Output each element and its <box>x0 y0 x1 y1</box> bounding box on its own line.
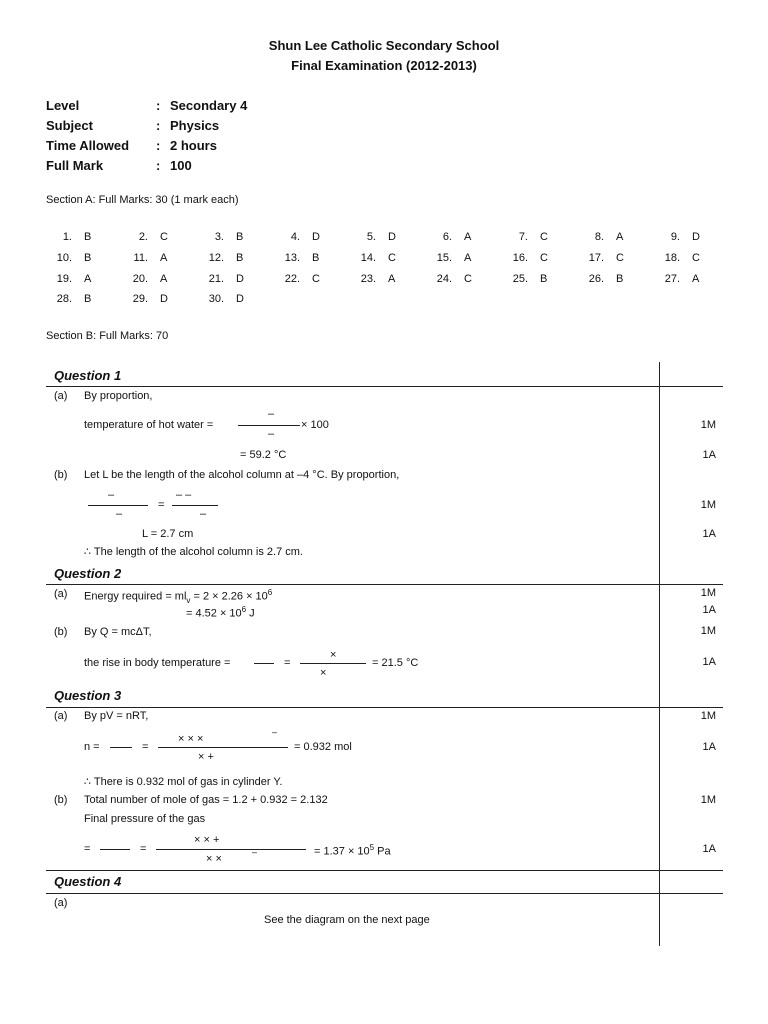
fraction-bar <box>110 747 132 748</box>
mcq-answer: B <box>540 273 548 285</box>
math-symbol: – <box>116 508 123 520</box>
info-sep: : <box>156 158 161 173</box>
section-a-heading: Section A: Full Marks: 30 (1 mark each) <box>46 194 239 206</box>
mcq-answer: C <box>540 252 548 264</box>
answer-result <box>314 843 391 858</box>
mcq-answer: A <box>84 273 92 285</box>
answer-result: = 21.5 °C <box>372 657 419 669</box>
exponent: – <box>252 847 258 857</box>
mark-label: 1M <box>700 587 716 599</box>
fraction-bar <box>88 505 148 506</box>
mark-label: 1M <box>700 794 716 806</box>
fraction-bar <box>172 505 218 506</box>
mcq-question-number: 1. <box>62 231 72 243</box>
part-label: (b) <box>54 469 68 481</box>
math-expression: × 100 <box>301 419 329 431</box>
mcq-question-number: 25. <box>512 273 528 285</box>
mcq-answer: A <box>388 273 396 285</box>
info-sep: : <box>156 98 161 113</box>
fraction-bar <box>254 663 274 664</box>
answer-result <box>186 605 255 620</box>
part-label: (a) <box>54 390 68 402</box>
school-name: Shun Lee Catholic Secondary School <box>268 38 500 53</box>
mcq-question-number: 10. <box>56 252 72 264</box>
exam-title: Final Examination (2012-2013) <box>291 58 477 73</box>
info-label: Level <box>46 98 80 113</box>
mcq-question-number: 18. <box>664 252 680 264</box>
divider <box>46 707 723 708</box>
fraction-bar <box>300 663 366 664</box>
math-symbol: – <box>200 508 207 520</box>
mcq-question-number: 24. <box>436 273 452 285</box>
info-value: Physics <box>170 118 220 133</box>
mcq-question-number: 2. <box>138 231 148 243</box>
pressure-value: = 1.37 × 10 <box>314 845 370 858</box>
marks-column-divider <box>659 362 660 946</box>
math-expression: n = <box>84 741 100 753</box>
mcq-answer: D <box>388 231 396 243</box>
math-symbol: – <box>268 408 275 420</box>
math-expression: × + <box>198 751 214 763</box>
info-label: Full Mark <box>46 158 104 173</box>
mcq-answer: A <box>464 231 472 243</box>
mark-label: 1A <box>702 449 716 461</box>
math-symbol: = <box>158 499 165 511</box>
mcq-question-number: 9. <box>670 231 680 243</box>
mcq-question-number: 23. <box>360 273 376 285</box>
mcq-answer: C <box>540 231 548 243</box>
mcq-answer: D <box>236 273 244 285</box>
math-symbol: – <box>268 428 275 440</box>
mcq-answer: C <box>464 273 472 285</box>
mcq-question-number: 7. <box>518 231 528 243</box>
part-label: (a) <box>54 897 68 909</box>
math-symbol: = <box>140 843 147 855</box>
mcq-question-number: 5. <box>366 231 376 243</box>
mcq-answer: B <box>312 252 320 264</box>
mcq-question-number: 30. <box>208 293 224 305</box>
mcq-question-number: 26. <box>588 273 604 285</box>
energy-value: = 4.52 × 10 <box>186 607 242 620</box>
answer-text: By Q = mcΔT, <box>84 626 152 638</box>
answer-conclusion: ∴ There is 0.932 mol of gas in cylinder Y. <box>84 776 283 788</box>
mcq-answer: A <box>692 273 700 285</box>
mcq-question-number: 13. <box>284 252 300 264</box>
answer-result: L = 2.7 cm <box>142 528 194 540</box>
mark-label: 1M <box>700 625 716 637</box>
mcq-answer: D <box>692 231 700 243</box>
mcq-answer: C <box>312 273 320 285</box>
exponent: 6 <box>241 605 247 614</box>
info-label: Subject <box>46 118 93 133</box>
math-symbol: = <box>142 741 149 753</box>
mcq-answer: C <box>388 252 396 264</box>
mcq-answer: D <box>312 231 320 243</box>
info-label: Time Allowed <box>46 138 130 153</box>
math-symbol: – – <box>176 489 192 501</box>
mcq-answer: D <box>236 293 244 305</box>
mcq-answer: A <box>616 231 624 243</box>
mcq-question-number: 20. <box>132 273 148 285</box>
mcq-question-number: 29. <box>132 293 148 305</box>
part-label: (b) <box>54 626 68 638</box>
math-expression: × × × <box>178 733 204 745</box>
answer-text: By proportion, <box>84 390 153 402</box>
mcq-question-number: 6. <box>442 231 452 243</box>
part-label: (b) <box>54 794 68 806</box>
mcq-answer: B <box>236 252 244 264</box>
mcq-question-number: 11. <box>133 252 148 264</box>
mcq-question-number: 12. <box>208 252 224 264</box>
mark-label: 1A <box>702 741 716 753</box>
mcq-question-number: 16. <box>512 252 528 264</box>
energy-unit: J <box>246 607 255 620</box>
answer-text: the rise in body temperature = <box>84 657 231 669</box>
subscript: v <box>186 595 191 605</box>
answer-text: temperature of hot water = <box>84 419 214 431</box>
answer-text: Total number of mole of gas = 1.2 + 0.932 = 2.132 <box>84 794 328 806</box>
info-value: 2 hours <box>170 138 217 153</box>
energy-calc: = 2 × 2.26 × 10 <box>190 590 268 603</box>
mcq-answer: B <box>616 273 624 285</box>
mark-label: 1M <box>700 499 716 511</box>
energy-formula: Energy required = ml <box>84 590 187 603</box>
mcq-question-number: 22. <box>284 273 300 285</box>
mark-label: 1A <box>702 843 716 855</box>
question-title: Question 4 <box>54 874 122 889</box>
math-symbol: × <box>330 649 337 661</box>
mcq-question-number: 15. <box>436 252 452 264</box>
fraction-bar <box>156 849 306 850</box>
mcq-answer: B <box>84 252 92 264</box>
pressure-unit: Pa <box>374 845 391 858</box>
math-symbol: = <box>84 843 91 855</box>
mcq-answer: B <box>236 231 244 243</box>
divider <box>46 386 723 387</box>
info-sep: : <box>156 118 161 133</box>
mcq-answer: C <box>160 231 168 243</box>
mcq-answer: D <box>160 293 168 305</box>
mcq-question-number: 27. <box>664 273 680 285</box>
answer-text: By pV = nRT, <box>84 710 149 722</box>
mcq-question-number: 3. <box>214 231 224 243</box>
question-title: Question 3 <box>54 688 122 703</box>
answer-text <box>84 588 272 605</box>
info-value: 100 <box>170 158 192 173</box>
mcq-answer: A <box>464 252 472 264</box>
section-b-heading: Section B: Full Marks: 70 <box>46 330 169 342</box>
mark-label: 1A <box>702 604 716 616</box>
divider <box>46 893 723 894</box>
diagram-note: See the diagram on the next page <box>264 914 430 926</box>
divider <box>46 870 723 871</box>
mcq-question-number: 17. <box>588 252 604 264</box>
mcq-question-number: 8. <box>594 231 604 243</box>
part-label: (a) <box>54 588 68 600</box>
mcq-question-number: 21. <box>208 273 224 285</box>
math-symbol: – <box>108 489 115 501</box>
part-label: (a) <box>54 710 68 722</box>
mark-label: 1M <box>700 710 716 722</box>
answer-result: = 0.932 mol <box>294 741 352 753</box>
answer-text: Let L be the length of the alcohol column at –4 °C. By proportion, <box>84 469 400 481</box>
fraction-bar <box>238 425 300 426</box>
mcq-question-number: 4. <box>290 231 300 243</box>
info-value: Secondary 4 <box>170 98 248 113</box>
math-expression: × × + <box>194 834 220 846</box>
mcq-answer: A <box>160 252 168 264</box>
mark-label: 1A <box>702 656 716 668</box>
answer-result: = 59.2 °C <box>240 449 287 461</box>
mark-label: 1A <box>702 528 716 540</box>
mcq-question-number: 19. <box>56 273 72 285</box>
mcq-answer: B <box>84 231 92 243</box>
mcq-question-number: 28. <box>56 293 72 305</box>
question-title: Question 1 <box>54 368 122 383</box>
info-sep: : <box>156 138 161 153</box>
mcq-question-number: 14. <box>360 252 376 264</box>
math-symbol: × <box>320 667 327 679</box>
fraction-bar <box>158 747 288 748</box>
exponent: 5 <box>369 843 375 852</box>
divider <box>46 584 723 585</box>
exponent: – <box>272 727 278 737</box>
answer-text: Final pressure of the gas <box>84 813 206 825</box>
mcq-answer: A <box>160 273 168 285</box>
mark-label: 1M <box>700 419 716 431</box>
mcq-answer: B <box>84 293 92 305</box>
answer-conclusion: ∴ The length of the alcohol column is 2.7 cm. <box>84 546 303 558</box>
math-expression: × × <box>206 853 222 865</box>
mcq-answer: C <box>692 252 700 264</box>
mcq-answer: C <box>616 252 624 264</box>
exponent: 6 <box>267 588 273 597</box>
math-symbol: = <box>284 657 291 669</box>
fraction-bar <box>100 849 130 850</box>
question-title: Question 2 <box>54 566 122 581</box>
